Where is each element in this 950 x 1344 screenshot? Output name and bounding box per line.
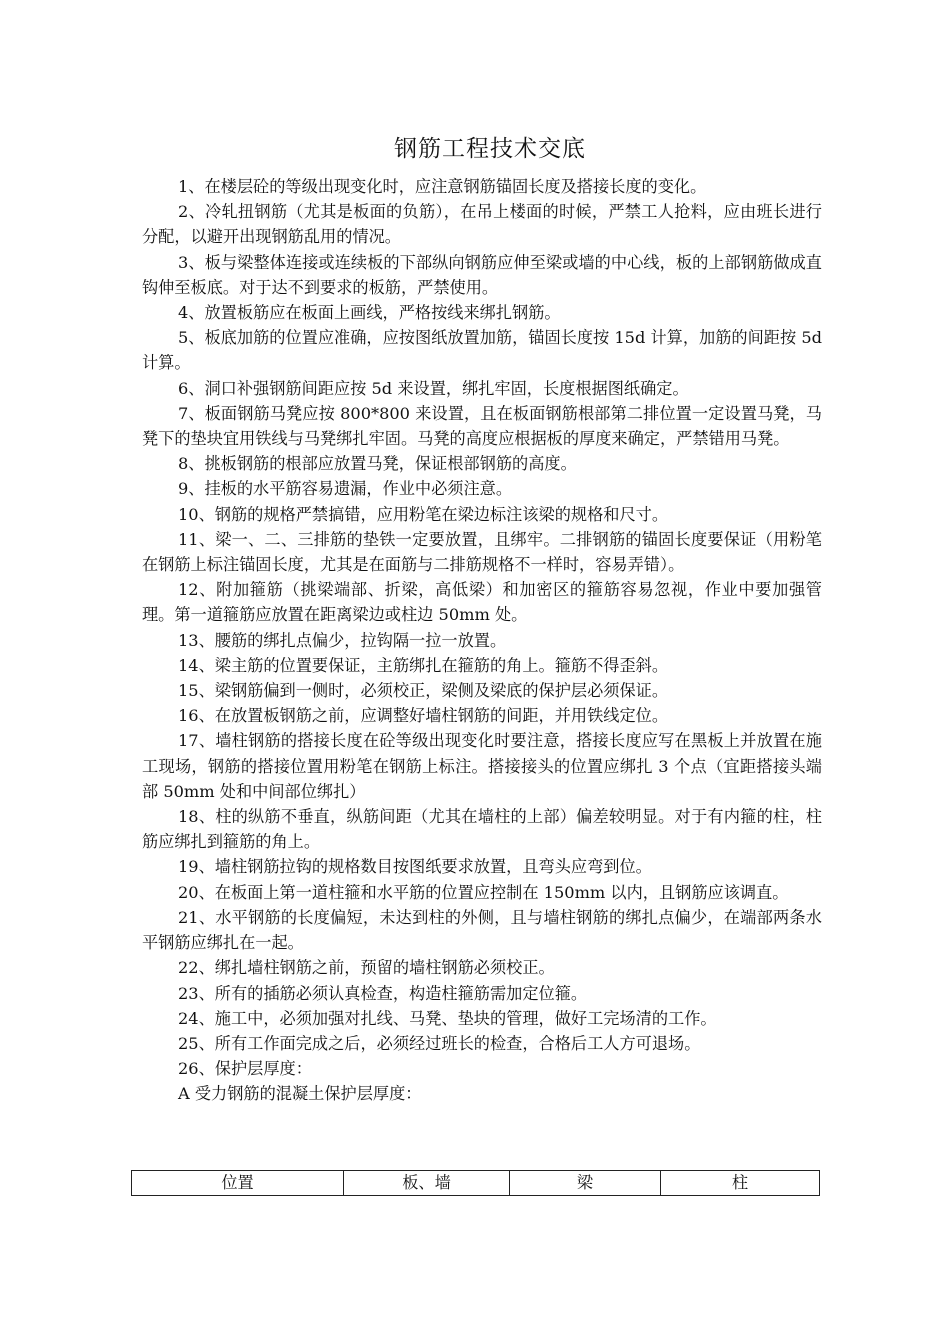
paragraph-26: 26、保护层厚度：: [178, 1059, 312, 1079]
paragraph-1: 1、在楼层砼的等级出现变化时，应注意钢筋锚固长度及搭接长度的变化。: [178, 177, 707, 196]
paragraph-7: 7、板面钢筋马凳应按 800*800 来设置，且在板面钢筋根部第二排位置一定设置马凳，马凳下的垫块宜用铁线与马凳绑扎牢固。马凳的高度应根据板的厚度来确定，严禁错用马凳。: [142, 403, 822, 449]
paragraph-18: 18、柱的纵筋不垂直，纵筋间距（尤其在墙柱的上部）偏差较明显。对于有内箍的柱，柱筋应绑扎到箍筋的角上。: [142, 807, 822, 852]
paragraph-8: 8、挑板钢筋的根部应放置马凳，保证根部钢筋的高度。: [178, 454, 577, 474]
paragraph-9: 9、挂板的水平筋容易遗漏，作业中必须注意。: [178, 479, 513, 499]
table-header-cell: 梁: [510, 1171, 661, 1196]
table-header-cell: 板、墙: [344, 1171, 510, 1196]
cover-thickness-table-wrap: [131, 1170, 819, 1196]
paragraph-12: 12、附加箍筋（挑梁端部、折梁，高低梁）和加密区的箍筋容易忽视，作业中要加强管理。第一道箍筋应放置在距离梁边或柱边 50mm 处。: [142, 580, 822, 625]
document-title: 钢筋工程技术交底: [394, 136, 586, 162]
paragraph-19: 19、墙柱钢筋拉钩的规格数目按图纸要求放置，且弯头应弯到位。: [178, 857, 652, 877]
paragraph-3: 3、板与梁整体连接或连续板的下部纵向钢筋应伸至梁或墙的中心线，板的上部钢筋做成直钩伸至板底。对于达不到要求的板筋，严禁使用。: [142, 252, 822, 297]
paragraph-20: 20、在板面上第一道柱箍和水平筋的位置应控制在 150mm 以内，且钢筋应该调直。: [178, 882, 789, 902]
paragraph-5: 5、板底加筋的位置应准确，应按图纸放置加筋，锚固长度按 15d 计算，加筋的间距按 5d 计算。: [142, 328, 822, 373]
paragraph-17: 17、墙柱钢筋的搭接长度在砼等级出现变化时要注意，搭接长度应写在黑板上并放置在施工现场，钢筋的搭接位置用粉笔在钢筋上标注。搭接接头的位置应绑扎 3 个点（宜距搭接头端部 50mm 处和中间部位绑扎）: [142, 731, 822, 801]
paragraph-6: 6、洞口补强钢筋间距应按 5d 来设置，绑扎牢固，长度根据图纸确定。: [178, 378, 689, 398]
table-header-cell: 柱: [661, 1171, 820, 1196]
paragraph-24: 24、施工中，必须加强对扎线、马凳、垫块的管理，做好工完场清的工作。: [178, 1008, 717, 1028]
paragraph-25: 25、所有工作面完成之后，必须经过班长的检查，合格后工人方可退场。: [178, 1033, 701, 1053]
paragraph-16: 16、在放置板钢筋之前，应调整好墙柱钢筋的间距，并用铁线定位。: [178, 706, 669, 726]
paragraph-23: 23、所有的插筋必须认真检查，构造柱箍筋需加定位箍。: [178, 983, 588, 1003]
paragraph-13: 13、腰筋的绑扎点偏少，拉钩隔一拉一放置。: [178, 630, 507, 650]
paragraph-21: 21、水平钢筋的长度偏短，未达到柱的外侧，且与墙柱钢筋的绑扎点偏少，在端部两条水平钢筋应绑扎在一起。: [142, 907, 822, 953]
paragraph-11: 11、梁一、二、三排筋的垫铁一定要放置，且绑牢。二排钢筋的锚固长度要保证（用粉笔在钢筋上标注锚固长度，尤其是在面筋与二排筋规格不一样时，容易弄错）。: [142, 529, 822, 575]
paragraph-4: 4、放置板筋应在板面上画线，严格按线来绑扎钢筋。: [178, 303, 561, 323]
paragraph-10: 10、钢筋的规格严禁搞错，应用粉笔在梁边标注该梁的规格和尺寸。: [178, 504, 669, 524]
table-header-cell: 位置: [132, 1171, 344, 1196]
paragraph-2: 2、冷轧扭钢筋（尤其是板面的负筋），在吊上楼面的时候，严禁工人抢料，应由班长进行分配，以避开出现钢筋乱用的情况。: [142, 202, 822, 247]
cover-thickness-table: [131, 1170, 820, 1196]
paragraph-27: A 受力钢筋的混凝土保护层厚度：: [178, 1084, 422, 1104]
paragraph-22: 22、绑扎墙柱钢筋之前，预留的墙柱钢筋必须校正。: [178, 958, 555, 978]
document-body: [142, 174, 822, 1107]
paragraph-15: 15、梁钢筋偏到一侧时，必须校正，梁侧及梁底的保护层必须保证。: [178, 681, 669, 701]
table-header-row: [132, 1171, 820, 1196]
paragraph-14: 14、梁主筋的位置要保证，主筋绑扎在箍筋的角上。箍筋不得歪斜。: [178, 655, 669, 675]
